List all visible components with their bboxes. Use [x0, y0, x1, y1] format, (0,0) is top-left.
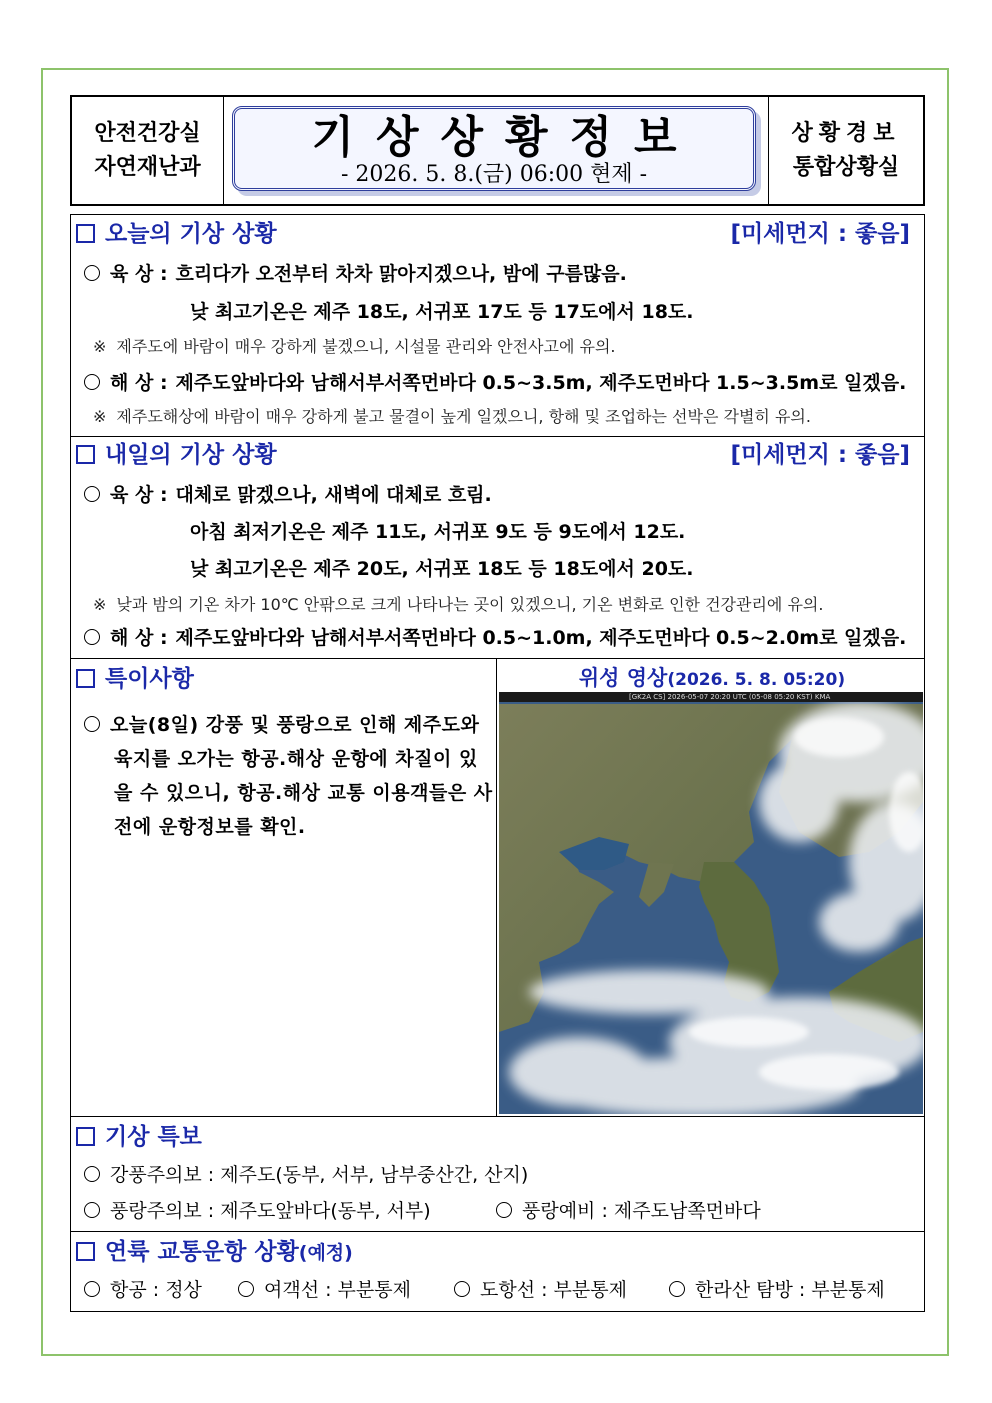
- tomorrow-section-title: 내일의 기상 상황: [76, 441, 277, 469]
- reference-mark-icon: ※: [93, 337, 107, 356]
- office-line-1: 상황경보: [791, 120, 901, 146]
- today-fine-dust: [미세먼지 : 좋음]: [730, 221, 910, 247]
- transport-section-title: 연륙 교통운항 상황(예정): [76, 1238, 353, 1267]
- special-section-title: 특이사항: [76, 665, 194, 693]
- issuing-office: [768, 97, 923, 204]
- satellite-title: 위성 영상(2026. 5. 8. 05:20): [578, 666, 846, 690]
- today-sea-note: ※ 제주도해상에 바람이 매우 강하게 불고 물결이 높게 일겠으니, 항해 및 조업하는 선박은 각별히 유의.: [93, 407, 811, 426]
- today-land-note: ※ 제주도에 바람이 매우 강하게 불겠으니, 시설물 관리와 안전사고에 유의.: [93, 337, 616, 356]
- transport-item-air: 항공 : 정상: [84, 1277, 202, 1303]
- today-sea-line: 해 상 : 제주도앞바다와 남해서부서쪽먼바다 0.5~3.5m, 제주도먼바다 1.5~3.5m로 일겠음.: [84, 370, 906, 396]
- circle-bullet-icon: [84, 1281, 100, 1297]
- reference-mark-icon: ※: [93, 595, 107, 614]
- transport-status-section: [70, 1232, 925, 1312]
- tomorrow-weather-section: [70, 437, 925, 659]
- department-line-1: 안전건강실: [94, 120, 201, 146]
- special-notes-text: 오늘(8일) 강풍 및 풍랑으로 인해 제주도와 육지를 오가는 항공.해상 운항에 차질이 있을 수 있으니, 항공.해상 교통 이용객들은 사전에 운항정보를 확인.: [84, 708, 494, 844]
- tomorrow-sea-line: 해 상 : 제주도앞바다와 남해서부서쪽먼바다 0.5~1.0m, 제주도먼바다 0.5~2.0m로 일겠음.: [84, 625, 906, 651]
- warning-item-3: 풍랑예비 : 제주도남쪽먼바다: [496, 1198, 761, 1224]
- transport-item-island-boat: 도항선 : 부분통제: [454, 1277, 627, 1303]
- special-and-satellite-section: [70, 658, 925, 1117]
- checkbox-icon: [76, 1127, 95, 1146]
- title-banner: [232, 106, 756, 191]
- warning-item-2: 풍랑주의보 : 제주도앞바다(동부, 서부): [84, 1198, 431, 1224]
- document-header: [70, 95, 925, 206]
- issuing-department: [72, 97, 224, 204]
- checkbox-icon: [76, 224, 95, 243]
- transport-item-hallasan: 한라산 탐방 : 부분통제: [669, 1277, 885, 1303]
- circle-bullet-icon: [84, 1202, 100, 1218]
- satellite-image: [499, 692, 923, 1114]
- circle-bullet-icon: [84, 486, 100, 502]
- circle-bullet-icon: [238, 1281, 254, 1297]
- circle-bullet-icon: [84, 716, 100, 732]
- warnings-section-title: 기상 특보: [76, 1123, 202, 1151]
- checkbox-icon: [76, 669, 95, 688]
- checkbox-icon: [76, 445, 95, 464]
- today-section-title: 오늘의 기상 상황: [76, 220, 277, 248]
- circle-bullet-icon: [84, 1166, 100, 1182]
- today-weather-section: [70, 214, 925, 437]
- circle-bullet-icon: [496, 1202, 512, 1218]
- document-title: 기상상황정보: [311, 112, 699, 163]
- tomorrow-land-line-3: 낮 최고기온은 제주 20도, 서귀포 18도 등 18도에서 20도.: [190, 558, 694, 580]
- office-line-2: 통합상황실: [792, 154, 900, 180]
- satellite-caption: [GK2A CS] 2026-05-07 20:20 UTC (05-08 05:20 KST) KMA: [629, 693, 831, 701]
- circle-bullet-icon: [84, 374, 100, 390]
- warning-item-1: 강풍주의보 : 제주도(동부, 서부, 남부중산간, 산지): [84, 1162, 528, 1188]
- transport-item-ferry: 여객선 : 부분통제: [238, 1277, 411, 1303]
- special-notes-panel: [71, 658, 497, 1116]
- circle-bullet-icon: [669, 1281, 685, 1297]
- tomorrow-land-note: ※ 낮과 밤의 기온 차가 10℃ 안팎으로 크게 나타나는 곳이 있겠으니, 기온 변화로 인한 건강관리에 유의.: [93, 595, 824, 614]
- department-line-2: 자연재난과: [94, 154, 201, 180]
- document-date: - 2026. 5. 8.(금) 06:00 현제 -: [340, 162, 648, 187]
- circle-bullet-icon: [84, 629, 100, 645]
- circle-bullet-icon: [84, 265, 100, 281]
- reference-mark-icon: ※: [93, 407, 107, 426]
- tomorrow-fine-dust: [미세먼지 : 좋음]: [730, 442, 910, 468]
- today-land-line-2: 낮 최고기온은 제주 18도, 서귀포 17도 등 17도에서 18도.: [190, 301, 694, 323]
- circle-bullet-icon: [454, 1281, 470, 1297]
- tomorrow-land-line-2: 아침 최저기온은 제주 11도, 서귀포 9도 등 9도에서 12도.: [190, 521, 686, 543]
- checkbox-icon: [76, 1242, 95, 1261]
- today-land-line-1: 육 상 : 흐리다가 오전부터 차차 맑아지겠으나, 밤에 구름많음.: [84, 261, 627, 287]
- satellite-map-graphic: [499, 692, 923, 1114]
- weather-warnings-section: [70, 1117, 925, 1232]
- tomorrow-land-line-1: 육 상 : 대체로 맑겠으나, 새벽에 대체로 흐림.: [84, 482, 492, 508]
